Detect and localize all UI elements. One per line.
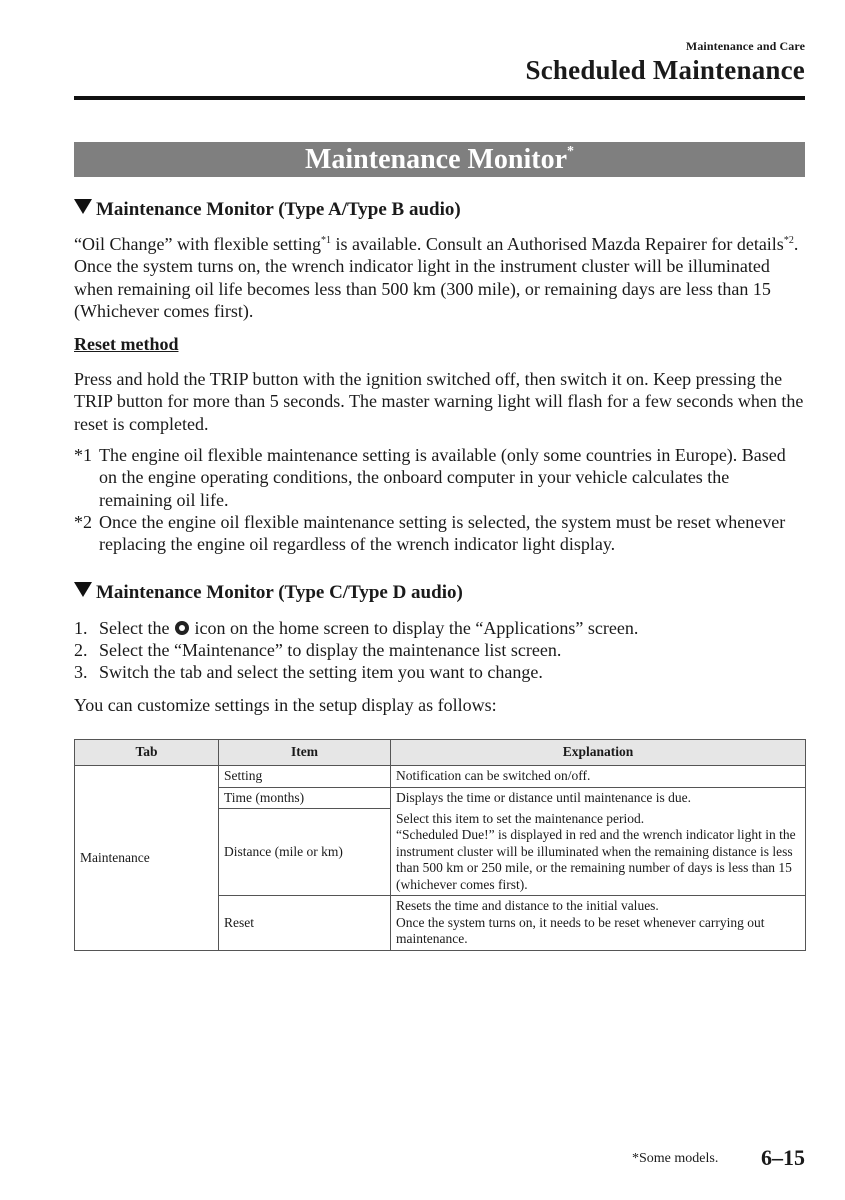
section-heading-cd xyxy=(74,582,463,604)
customize-text: You can customize settings in the setup display as follows: xyxy=(74,695,497,715)
step-1 xyxy=(74,617,638,639)
step-text: icon on the home screen to display the “Applications” screen. xyxy=(189,618,639,638)
item-cell: Reset xyxy=(219,896,391,951)
footnote-text: Once the engine oil flexible maintenance setting is selected, the system must be reset whenever replacing the engine oil regardless of the wrench indicator light display. xyxy=(99,512,786,555)
step-text: Switch the tab and select the setting item you want to change. xyxy=(99,662,543,682)
triangle-down-icon xyxy=(74,582,92,597)
table-row xyxy=(75,766,806,788)
footnote-some-models: *Some models. xyxy=(632,1151,719,1166)
applications-icon xyxy=(175,621,189,635)
footnote-2 xyxy=(74,511,805,556)
footnote-ref-1: *1 xyxy=(320,235,331,246)
explanation-cell: Displays the time or distance until maintenance is due. xyxy=(391,787,806,809)
step-number: 1. xyxy=(74,618,88,638)
triangle-down-icon xyxy=(74,199,92,214)
reset-method-heading: Reset method xyxy=(74,334,179,354)
column-header-item: Item xyxy=(219,740,391,766)
intro-paragraph xyxy=(74,233,805,322)
tab-cell: Maintenance xyxy=(75,766,219,951)
column-header-explanation: Explanation xyxy=(391,740,806,766)
explanation-cell: Notification can be switched on/off. xyxy=(391,766,806,788)
step-text: Select the xyxy=(99,618,174,638)
banner-title: Maintenance Monitor xyxy=(304,144,568,175)
step-2 xyxy=(74,639,561,661)
step-3 xyxy=(74,661,543,683)
section-banner xyxy=(74,142,805,177)
footnote-ref-2: *2 xyxy=(783,235,794,246)
step-number: 2. xyxy=(74,640,88,660)
footnote-1 xyxy=(74,444,805,511)
item-cell: Time (months) xyxy=(219,787,391,809)
step-text: Select the “Maintenance” to display the maintenance list screen. xyxy=(99,640,562,660)
intro-part-3: . Once the system turns on, the wrench indicator light in the instrument cluster will be illuminated when remaining oil life becomes less than 500 km (300 mile), or remaining days are less than 15 (Whichever comes first). xyxy=(74,234,799,321)
explanation-cell: Resets the time and distance to the initial values. Once the system turns on, it needs to be reset whenever carrying out maintenance. xyxy=(391,896,806,951)
column-header-tab: Tab xyxy=(75,740,219,766)
page-number: 6–15 xyxy=(761,1145,805,1170)
settings-table xyxy=(74,739,806,951)
table-header-row xyxy=(75,740,806,766)
footnote-mark: *2 xyxy=(74,512,92,532)
reset-method-text: Press and hold the TRIP button with the ignition switched off, then switch it on. Keep pressing the TRIP button for more than 5 seconds. The master warning light will flash for a few seconds when the reset is completed. xyxy=(74,369,804,434)
section-heading-ab xyxy=(74,199,461,221)
header-divider xyxy=(74,96,805,100)
explanation-cell: Select this item to set the maintenance period. “Scheduled Due!” is displayed in red and the wrench indicator light in the instrument cluster will be illuminated when the remaining distance is less than 500 km or 250 mile, or the remaining number of days is less than 15 (whichever comes first). xyxy=(391,809,806,896)
intro-part-1: “Oil Change” with flexible setting xyxy=(74,234,321,254)
step-number: 3. xyxy=(74,662,88,682)
item-cell: Setting xyxy=(219,766,391,788)
chapter-label: Maintenance and Care xyxy=(685,39,805,53)
footnote-mark: *1 xyxy=(74,445,92,465)
footnote-text: The engine oil flexible maintenance setting is available (only some countries in Europe). Based on the engine operating conditions, the onboard computer in your vehicle calculates the remaining oil life. xyxy=(99,445,786,510)
intro-part-2: is available. Consult an Authorised Mazda Repairer for details xyxy=(330,234,784,254)
banner-mark: * xyxy=(567,144,575,159)
item-cell: Distance (mile or km) xyxy=(219,809,391,896)
page-title: Scheduled Maintenance xyxy=(525,55,805,85)
section-heading-ab-text: Maintenance Monitor (Type A/Type B audio) xyxy=(96,199,461,220)
section-heading-cd-text: Maintenance Monitor (Type C/Type D audio) xyxy=(96,582,463,603)
